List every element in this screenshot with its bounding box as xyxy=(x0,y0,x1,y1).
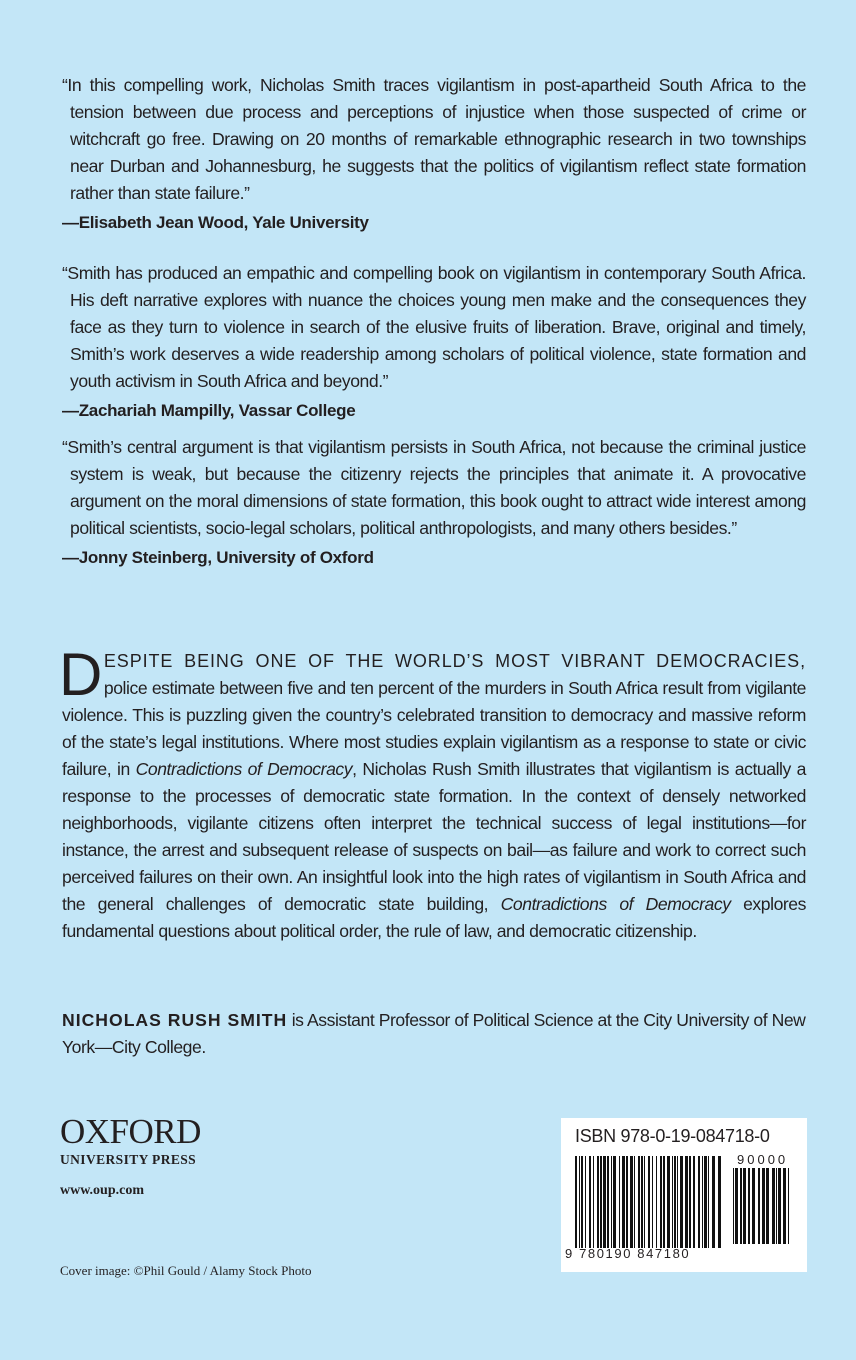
barcode-addon-icon xyxy=(733,1168,793,1246)
cover-credit: Cover image: ©Phil Gould / Alamy Stock Photo xyxy=(60,1263,312,1278)
barcode-box xyxy=(561,1118,807,1272)
logo-oxford: OXFORD xyxy=(60,1112,201,1151)
endorsement-3 xyxy=(62,434,806,568)
author-bio xyxy=(62,1007,806,1061)
logo-university-press: UNIVERSITY PRESS xyxy=(60,1152,197,1167)
endorsement-quote: “Smith has produced an empathic and compelling book on vigilantism in contemporary South Africa. His deft narrative explores with nuance the choices young men make and the consequences they face as they turn to violence in search of the elusive fruits of liberation. Brave, original and timely, Smith’s work deserves a wide readership among scholars of political violence, state formation and youth activism in South Africa and beyond.” xyxy=(62,263,806,391)
author-name: NICHOLAS RUSH SMITH xyxy=(62,1010,288,1030)
endorsement-2 xyxy=(62,260,806,421)
barcode-icon xyxy=(575,1156,725,1256)
publisher-url[interactable]: www.oup.com xyxy=(60,1183,145,1198)
endorsement-attribution: —Jonny Steinberg, University of Oxford xyxy=(62,548,374,567)
isbn-text: ISBN 978-0-19-084718-0 xyxy=(575,1126,770,1146)
endorsement-quote: “Smith’s central argument is that vigilantism persists in South Africa, not because the criminal justice system is weak, but because the citizenry rejects the principles that animate it. A provocative argument on the moral dimensions of state formation, this book ought to attract wide interest among political scientists, socio-legal scholars, political anthropologists, and many others besides.” xyxy=(62,437,806,538)
publisher-logo xyxy=(60,1114,201,1168)
description-text: , Nicholas Rush Smith illustrates that vigilantism is actually a response to the processes of democratic state formation. In the context of densely networked neighborhoods, vigilante citizens often interpret the technical success of legal institutions—for instance, the arrest and subsequent release of suspects on bail—as failure and work to correct such perceived failures on their own. An insightful look into the high rates of vigilantism in South Africa and the general challenges of democratic state building, xyxy=(62,759,806,914)
endorsement-attribution: —Elisabeth Jean Wood, Yale University xyxy=(62,213,369,232)
barcode-addon-digits: 90000 xyxy=(737,1152,789,1167)
book-description xyxy=(59,641,806,945)
author-bio-text: is Assistant Professor of Political Science at the City University of New York—City College. xyxy=(62,1010,806,1057)
endorsement-attribution: —Zachariah Mampilly, Vassar College xyxy=(62,401,356,420)
book-title: Contradictions of Democracy xyxy=(500,894,731,914)
drop-cap: D xyxy=(59,641,102,708)
description-lead: ESPITE BEING ONE OF THE WORLD’S MOST VIBRANT DEMOCRACIES, xyxy=(103,651,806,671)
endorsement-quote: “In this compelling work, Nicholas Smith traces vigilantism in post-apartheid South Africa to the tension between due process and perceptions of injustice when those suspected of crime or witchcraft go free. Drawing on 20 months of remarkable ethnographic research in two townships near Durban and Johannesburg, he suggests that the politics of vigilantism reflect state formation rather than state failure.” xyxy=(62,75,806,203)
book-title: Contradictions of Democracy xyxy=(135,759,353,779)
endorsement-1 xyxy=(62,72,806,233)
description-text: police estimate between five and ten percent of the murders in South Africa result from vigilante violence. This is puzzling given the country’s celebrated transition to democracy and massive reform of the state’s legal institutions. Where most studies explain vigilantism as a response to state or civic failure, in xyxy=(62,678,806,779)
description-text: explores fundamental questions about political order, the rule of law, and democratic citizenship. xyxy=(62,894,806,941)
barcode-digits: 9 780190 847180 xyxy=(565,1246,691,1261)
